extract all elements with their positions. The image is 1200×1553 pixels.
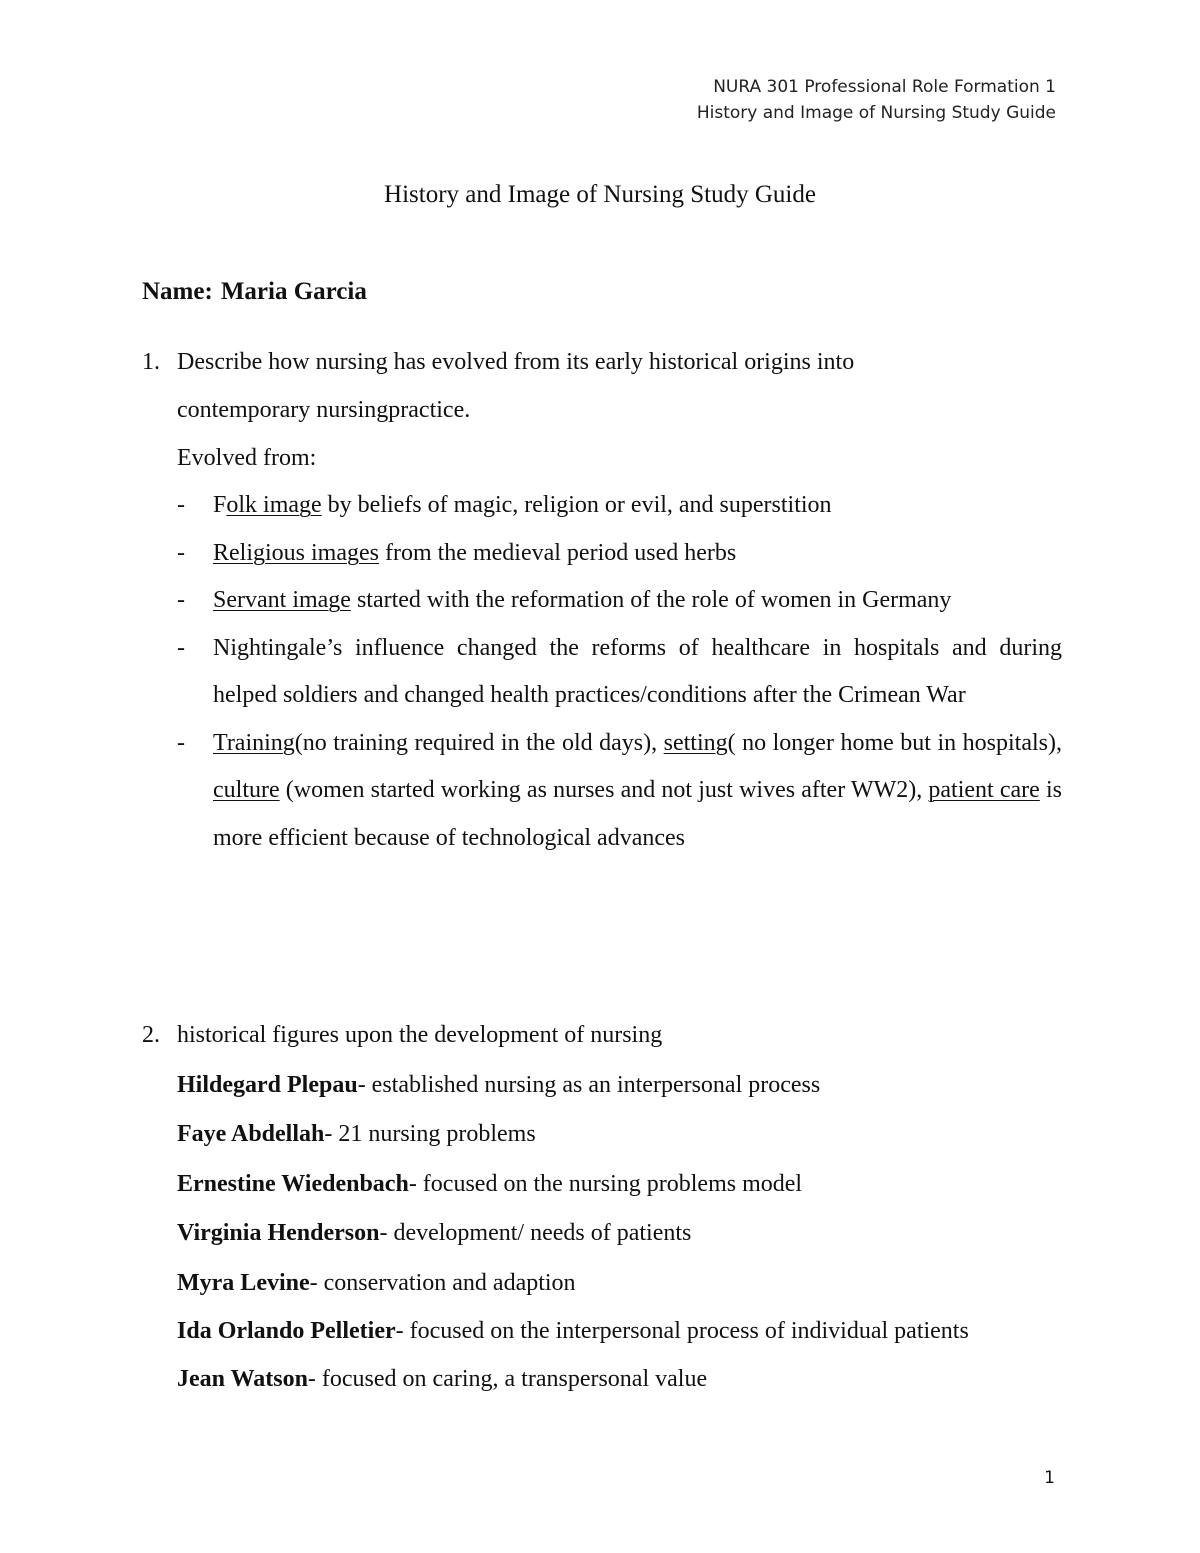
evolution-list xyxy=(177,482,1062,862)
running-header xyxy=(697,74,1056,126)
underlined-term: Training xyxy=(213,729,295,756)
figure-name: Hildegard Plepau xyxy=(177,1071,358,1098)
figure-name: Jean Watson xyxy=(177,1366,308,1392)
figure-entry: Faye Abdellah- 21 nursing problems xyxy=(177,1121,536,1147)
figure-name: Faye Abdellah xyxy=(177,1121,325,1147)
underlined-term: culture xyxy=(213,777,280,803)
question-2 xyxy=(142,1011,1062,1405)
list-item: - Training(no training required in the old days), setting( no longer home but in hospitals), culture (women started working as nurses and not just wives after WW2), patient care is more efficient because of technological advances xyxy=(177,729,1063,851)
figure-name: Myra Levine xyxy=(177,1269,310,1296)
question-prompt: historical figures upon the development of nursing xyxy=(177,1022,663,1048)
figure-entry: Hildegard Plepau- established nursing as an interpersonal process xyxy=(177,1071,821,1098)
question-1 xyxy=(142,338,1062,862)
question-number: 2. xyxy=(142,1022,160,1048)
figure-entry: Myra Levine- conservation and adaption xyxy=(177,1269,576,1296)
figure-name: Ida Orlando Pelletier xyxy=(177,1318,396,1344)
list-item: - Servant image started with the reformation of the role of women in Germany xyxy=(177,587,952,613)
underlined-term: Servant image xyxy=(213,587,351,613)
name-value: Maria Garcia xyxy=(220,278,367,305)
figure-name: Ernestine Wiedenbach xyxy=(177,1170,409,1197)
list-item: - Nightingale’s influence changed the reforms of healthcare in hospitals and during helped soldiers and changed health practices/conditions after the Crimean War xyxy=(177,634,1062,708)
list-item: - Religious images from the medieval period used herbs xyxy=(177,539,737,566)
page-number: 1 xyxy=(1044,1468,1055,1488)
underlined-term: olk image xyxy=(226,492,322,518)
figure-entry: Ernestine Wiedenbach- focused on the nursing problems model xyxy=(177,1170,803,1197)
student-name xyxy=(142,276,367,308)
question-number: 1. xyxy=(142,349,160,375)
underlined-term: patient care xyxy=(928,777,1040,803)
list-intro: Evolved from: xyxy=(177,445,317,471)
figure-name: Virginia Henderson xyxy=(177,1220,380,1246)
figure-entry: Jean Watson- focused on caring, a transpersonal value xyxy=(177,1366,708,1392)
name-label: Name: xyxy=(142,278,213,305)
figure-entry: Ida Orlando Pelletier- focused on the interpersonal process of individual patients xyxy=(177,1318,969,1344)
question-prompt-line: Describe how nursing has evolved from its early historical origins into xyxy=(177,349,855,375)
header-subtitle: History and Image of Nursing Study Guide xyxy=(696,103,1056,123)
header-course: NURA 301 Professional Role Formation 1 xyxy=(713,77,1056,97)
underlined-term: setting xyxy=(663,729,728,756)
list-item: - Folk image by beliefs of magic, religion or evil, and superstition xyxy=(177,492,832,518)
document-title: History and Image of Nursing Study Guide xyxy=(384,181,816,208)
question-prompt-line: contemporary nursingpractice. xyxy=(177,397,471,423)
figure-entry: Virginia Henderson- development/ needs of patients xyxy=(177,1220,692,1246)
underlined-term: Religious images xyxy=(213,539,379,566)
